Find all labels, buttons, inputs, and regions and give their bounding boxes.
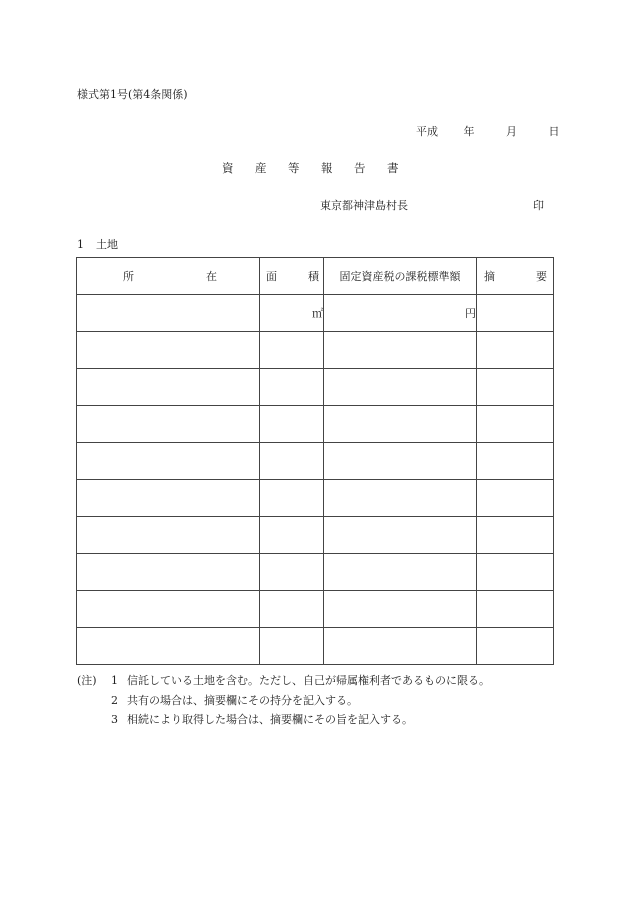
remarks-cell[interactable] <box>477 443 554 480</box>
recipient: 東京都神津島村長 <box>320 199 408 212</box>
land-table <box>76 257 554 665</box>
table-header-row <box>77 258 554 295</box>
table-row <box>77 628 554 665</box>
table-row <box>77 406 554 443</box>
tax-base-cell[interactable] <box>324 369 477 406</box>
location-cell[interactable] <box>77 591 260 628</box>
note-number: 3 <box>111 713 118 726</box>
date-month: 月 <box>506 125 517 138</box>
tax-base-cell[interactable] <box>324 443 477 480</box>
section-title: 土地 <box>96 238 118 251</box>
seal-mark: 印 <box>533 199 544 212</box>
note-item <box>77 691 490 711</box>
tax-base-unit: 円 <box>465 307 476 320</box>
location-cell[interactable] <box>77 517 260 554</box>
area-unit: ㎡ <box>312 307 323 320</box>
section-heading <box>77 236 118 252</box>
remarks-cell[interactable] <box>477 332 554 369</box>
table-row <box>77 295 554 332</box>
header-location: 所 在 <box>77 258 260 295</box>
area-cell[interactable] <box>260 295 324 332</box>
date-line <box>416 123 560 139</box>
header-area: 面 積 <box>260 258 324 295</box>
note-item <box>77 671 490 691</box>
tax-base-cell[interactable] <box>324 480 477 517</box>
location-cell[interactable] <box>77 554 260 591</box>
section-number: 1 <box>77 238 84 251</box>
remarks-cell[interactable] <box>477 480 554 517</box>
location-cell[interactable] <box>77 295 260 332</box>
location-cell[interactable] <box>77 480 260 517</box>
tax-base-cell[interactable] <box>324 628 477 665</box>
area-cell[interactable] <box>260 517 324 554</box>
tax-base-cell[interactable] <box>324 591 477 628</box>
notes <box>77 671 490 730</box>
notes-label: (注) <box>77 674 97 687</box>
area-cell[interactable] <box>260 443 324 480</box>
note-text: 相続により取得した場合は、摘要欄にその旨を記入する。 <box>127 713 413 726</box>
note-text: 信託している土地を含む。ただし、自己が帰属権利者であるものに限る。 <box>127 674 490 687</box>
area-cell[interactable] <box>260 369 324 406</box>
note-number: 1 <box>111 674 118 687</box>
table-row <box>77 332 554 369</box>
date-day: 日 <box>548 125 560 138</box>
area-cell[interactable] <box>260 554 324 591</box>
location-cell[interactable] <box>77 369 260 406</box>
location-cell[interactable] <box>77 406 260 443</box>
remarks-cell[interactable] <box>477 406 554 443</box>
header-tax-base: 固定資産税の課税標準額 <box>324 258 477 295</box>
tax-base-cell[interactable] <box>324 406 477 443</box>
area-cell[interactable] <box>260 332 324 369</box>
tax-base-cell[interactable] <box>324 554 477 591</box>
note-number: 2 <box>111 693 118 707</box>
remarks-cell[interactable] <box>477 591 554 628</box>
note-text: 共有の場合は、摘要欄にその持分を記入する。 <box>127 693 358 707</box>
table-row <box>77 443 554 480</box>
area-cell[interactable] <box>260 628 324 665</box>
form-label: 様式第1号(第4条関係) <box>77 88 188 101</box>
area-cell[interactable] <box>260 591 324 628</box>
table-row <box>77 517 554 554</box>
remarks-cell[interactable] <box>477 369 554 406</box>
area-cell[interactable] <box>260 480 324 517</box>
table-row <box>77 369 554 406</box>
date-era: 平成 <box>416 125 438 138</box>
location-cell[interactable] <box>77 443 260 480</box>
tax-base-cell[interactable] <box>324 295 477 332</box>
header-remarks: 摘 要 <box>477 258 554 295</box>
location-cell[interactable] <box>77 332 260 369</box>
remarks-cell[interactable] <box>477 628 554 665</box>
remarks-cell[interactable] <box>477 295 554 332</box>
document-title: 資産等報告書 <box>222 161 420 175</box>
location-cell[interactable] <box>77 628 260 665</box>
tax-base-cell[interactable] <box>324 332 477 369</box>
area-cell[interactable] <box>260 406 324 443</box>
remarks-cell[interactable] <box>477 554 554 591</box>
table-row <box>77 591 554 628</box>
note-item <box>77 710 490 730</box>
date-year: 年 <box>463 125 475 138</box>
remarks-cell[interactable] <box>477 517 554 554</box>
table-row <box>77 554 554 591</box>
tax-base-cell[interactable] <box>324 517 477 554</box>
table-row <box>77 480 554 517</box>
